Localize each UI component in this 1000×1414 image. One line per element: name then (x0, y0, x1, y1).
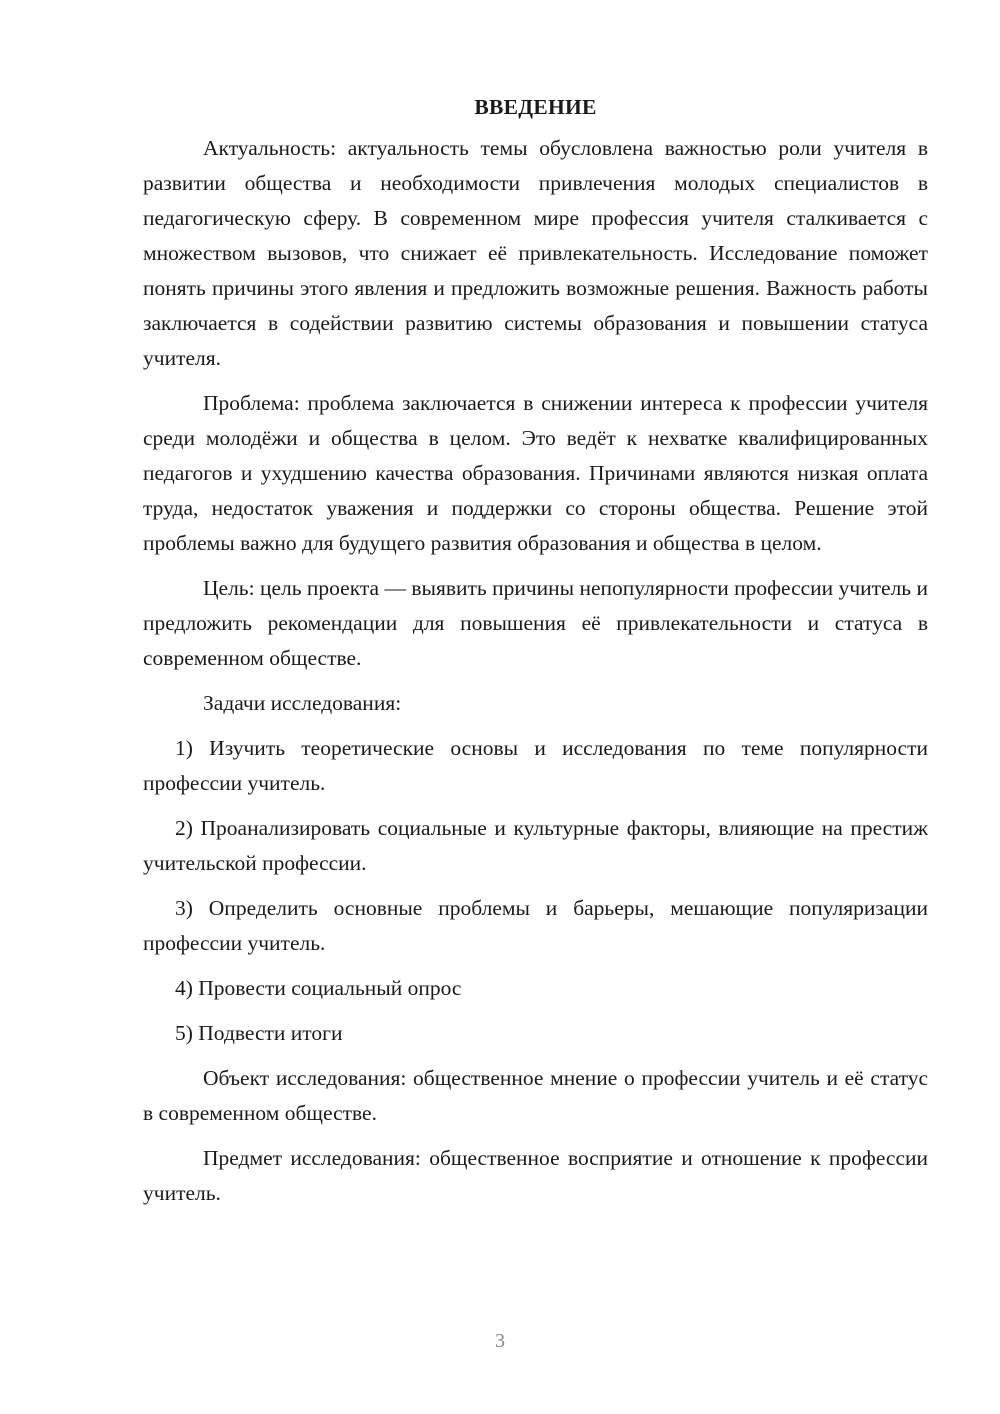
page-title: ВВЕДЕНИЕ (474, 95, 597, 119)
paragraph-problem: Проблема: проблема заключается в снижении интереса к профессии учителя среди молодёжи и общества в целом. Это ведёт к нехватке квалифицированных педагогов и ухудшению качества образования. Причинами являются низкая оплата труда, недостаток уважения и поддержки со стороны общества. Решение этой проблемы важно для будущего развития образования и общества в целом. (143, 391, 928, 555)
task-item: 4) Провести социальный опрос (175, 976, 462, 1000)
paragraph-subject: Предмет исследования: общественное восприятие и отношение к профессии учитель. (143, 1146, 928, 1205)
paragraph-object: Объект исследования: общественное мнение о профессии учитель и её статус в современном обществе. (143, 1066, 928, 1125)
paragraph-goal: Цель: цель проекта — выявить причины непопулярности профессии учитель и предложить рекомендации для повышения её привлекательности и статуса в современном обществе. (143, 576, 928, 670)
task-item: 2) Проанализировать социальные и культурные факторы, влияющие на престиж учительской профессии. (143, 816, 928, 875)
paragraph-relevance: Актуальность: актуальность темы обусловлена важностью роли учителя в развитии общества и необходимости привлечения молодых специалистов в педагогическую сферу. В современном мире профессия учителя сталкивается с множеством вызовов, что снижает её привлекательность. Исследование поможет понять причины этого явления и предложить возможные решения. Важность работы заключается в содействии развитию системы образования и повышении статуса учителя. (143, 136, 928, 370)
task-item: 5) Подвести итоги (175, 1021, 343, 1045)
task-item: 3) Определить основные проблемы и барьеры, мешающие популяризации профессии учитель. (143, 896, 928, 955)
task-item: 1) Изучить теоретические основы и исследования по теме популярности профессии учитель. (143, 736, 928, 795)
document-page (143, 90, 928, 1221)
page-number: 3 (495, 1330, 505, 1352)
tasks-heading: Задачи исследования: (203, 691, 402, 715)
